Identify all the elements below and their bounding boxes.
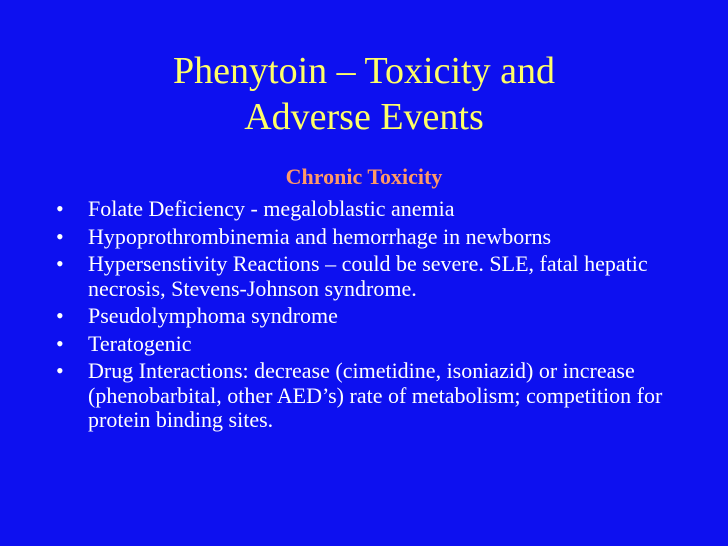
bullet-marker: •: [56, 223, 64, 249]
bullet-marker: •: [56, 196, 64, 221]
bullet-marker: •: [56, 251, 64, 276]
bullet-text: Drug Interactions: decrease (cimetidine, isoniazid) or increase (phenobarbital, other AED’s) rate of metabolism; competition for protein binding sites.: [88, 358, 663, 432]
bullet-marker: •: [56, 358, 64, 383]
bullet-marker: •: [56, 303, 64, 328]
slide-title: [60, 48, 668, 140]
bullet-item-drug-interactions: [56, 359, 696, 433]
bullet-item-folate: [56, 197, 696, 222]
bullet-item-hypoprothrombinemia: [56, 225, 696, 250]
bullet-text: Hypersenstivity Reactions – could be severe. SLE, fatal hepatic necrosis, Stevens-Johnson syndrome.: [88, 251, 648, 301]
slide-title-line-1: Phenytoin – Toxicity and: [173, 50, 555, 92]
bullet-text: Folate Deficiency - megaloblastic anemia: [88, 196, 455, 221]
bullet-item-teratogenic: [56, 332, 696, 357]
slide-title-line-2: Adverse Events: [244, 96, 484, 138]
bullet-text: Teratogenic: [88, 330, 192, 356]
bullet-text: Hypoprothrombinemia and hemorrhage in newborns: [88, 223, 552, 249]
bullet-list: [56, 197, 696, 436]
bullet-marker: •: [56, 330, 64, 356]
bullet-text: Pseudolymphoma syndrome: [88, 303, 338, 328]
section-subtitle: Chronic Toxicity: [285, 164, 443, 189]
bullet-item-pseudolymphoma: [56, 304, 696, 329]
bullet-item-hypersensitivity: [56, 252, 696, 301]
